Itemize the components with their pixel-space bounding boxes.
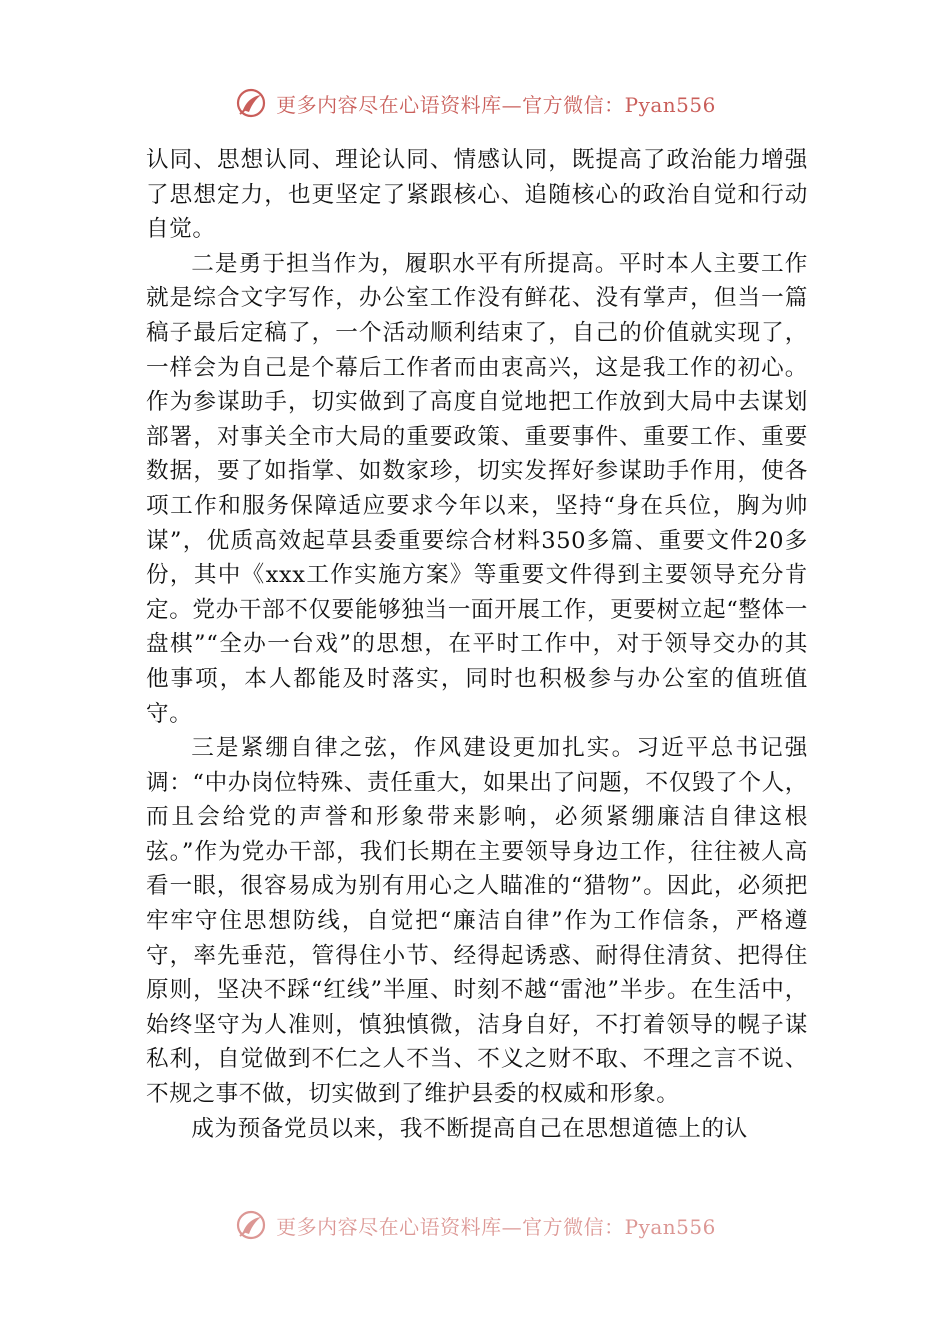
watermark-text: 更多内容尽在心语资料库—官方微信：Pyan556 bbox=[276, 92, 716, 117]
paragraph-1: 认同、思想认同、理论认同、情感认同，既提高了政治能力增强了思想定力，也更坚定了紧跟核心、追随核心的政治自觉和行动自觉。 bbox=[146, 147, 808, 243]
header-watermark bbox=[0, 86, 950, 120]
brand-logo-icon bbox=[234, 1208, 268, 1242]
paragraph-3: 三是紧绷自律之弦，作风建设更加扎实。习近平总书记强调：“中办岗位特殊、责任重大，如果出了问题，不仅毁了个人，而且会给党的声誉和形象带来影响，必须紧绷廉洁自律这根弦。”作为党办干部，我们长期在主要领导身边工作，往往被人高看一眼，很容易成为别有用心之人瞄准的“猎物”。因此，必须把牢牢守住思想防线，自觉把“廉洁自律”作为工作信条，严格遵守，率先垂范，管得住小节、经得起诱惑、耐得住清贫、把得住原则，坚决不踩“红线”半厘、时刻不越“雷池”半步。在生活中，始终坚守为人准则，慎独慎微，洁身自好，不打着领导的幌子谋私利，自觉做到不仁之人不当、不义之财不取、不理之言不说、不规之事不做，切实做到了维护县委的权威和形象。 bbox=[146, 735, 808, 1108]
paragraph-2: 二是勇于担当作为，履职水平有所提高。平时本人主要工作就是综合文字写作，办公室工作没有鲜花、没有掌声，但当一篇稿子最后定稿了，一个活动顺利结束了，自己的价值就实现了，一样会为自己是个幕后工作者而由衷高兴，这是我工作的初心。作为参谋助手，切实做到了高度自觉地把工作放到大局中去谋划部署，对事关全市大局的重要政策、重要事件、重要工作、重要数据，要了如指掌、如数家珍，切实发挥好参谋助手作用，使各项工作和服务保障适应要求今年以来，坚持“身在兵位，胸为帅谋”，优质高效起草县委重要综合材料350多篇、重要文件20多份，其中《xxx工作实施方案》等重要文件得到主要领导充分肯定。党办干部不仅要能够独当一面开展工作，更要树立起“整体一盘棋”“全办一台戏”的思想，在平时工作中，对于领导交办的其他事项，本人都能及时落实，同时也积极参与办公室的值班值守。 bbox=[146, 250, 808, 727]
brand-logo-icon bbox=[234, 86, 268, 120]
document-body bbox=[146, 143, 808, 1146]
watermark-text: 更多内容尽在心语资料库—官方微信：Pyan556 bbox=[276, 1214, 716, 1239]
footer-watermark bbox=[0, 1208, 950, 1242]
paragraph-4: 成为预备党员以来，我不断提高自己在思想道德上的认 bbox=[191, 1115, 748, 1142]
